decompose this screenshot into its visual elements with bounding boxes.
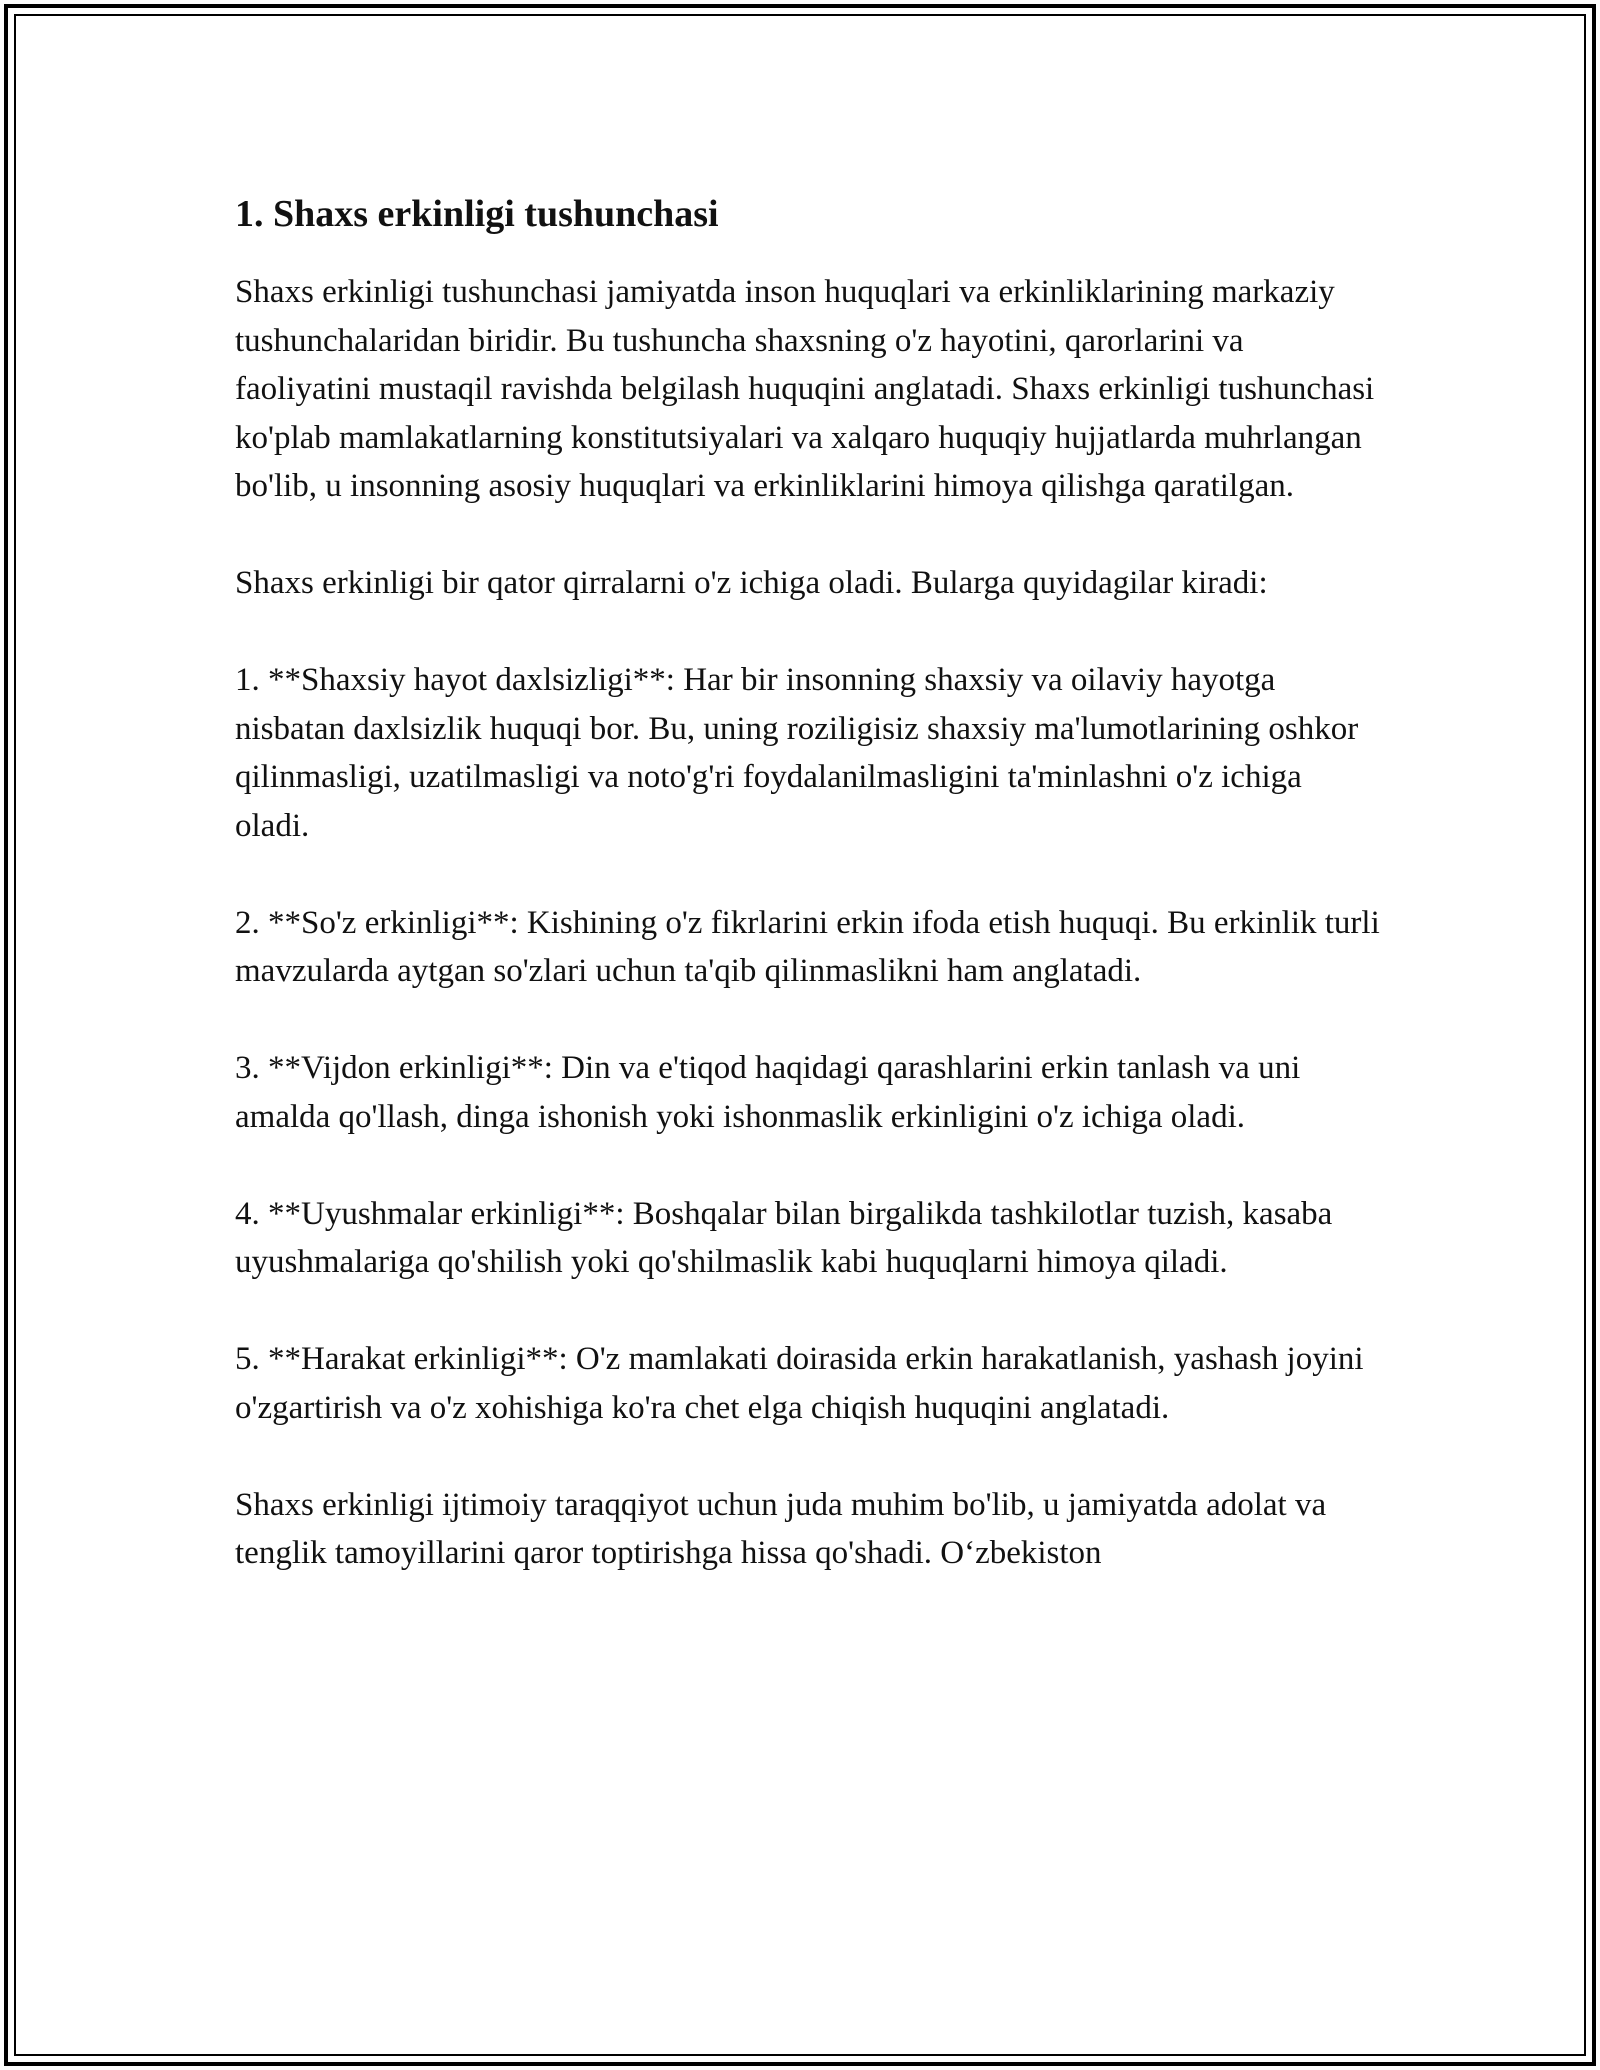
- closing-paragraph: Shaxs erkinligi ijtimoiy taraqqiyot uchun juda muhim bo'lib, u jamiyatda adolat va tenglik tamoyillarini qaror toptirishga hissa qo'shadi. O‘zbekiston: [235, 1486, 1327, 1571]
- list-item-speech: 2. **So'z erkinligi**: Kishining o'z fikrlarini erkin ifoda etish huquqi. Bu erkinlik turli mavzularda aytgan so'zlari uchun ta'qib qilinmaslikni ham anglatadi.: [235, 904, 1380, 989]
- section-heading: 1. Shaxs erkinligi tushunchasi: [235, 193, 719, 235]
- list-item-association: 4. **Uyushmalar erkinligi**: Boshqalar bilan birgalikda tashkilotlar tuzish, kasaba uyushmalariga qo'shilish yoki qo'shilmaslik kabi huquqlarni himoya qiladi.: [235, 1195, 1333, 1280]
- list-item-conscience: 3. **Vijdon erkinligi**: Din va e'tiqod haqidagi qarashlarini erkin tanlash va uni amalda qo'llash, dinga ishonish yoki ishonmaslik erkinligini o'z ichiga oladi.: [235, 1050, 1301, 1135]
- list-item-privacy: 1. **Shaxsiy hayot daxlsizligi**: Har bir insonning shaxsiy va oilaviy hayotga nisbatan daxlsizlik huquqi bor. Bu, uning roziligisiz shaxsiy ma'lumotlarining oshkor qilinmasligi, uzatilmasligi va noto'g'ri foydalanilmasligini ta'minlashni o'z ichiga oladi.: [235, 662, 1359, 844]
- list-item-movement: 5. **Harakat erkinligi**: O'z mamlakati doirasida erkin harakatlanish, yashash joyini o'zgartirish va o'z xohishiga ko'ra chet elga chiqish huquqini anglatadi.: [235, 1341, 1364, 1426]
- intro-paragraph: Shaxs erkinligi tushunchasi jamiyatda inson huquqlari va erkinliklarining markaziy tushunchalaridan biridir. Bu tushuncha shaxsning o'z hayotini, qarorlarini va faoliyatini mustaqil ravishda belgilash huquqini anglatadi. Shaxs erkinligi tushunchasi ko'plab mamlakatlarning konstitutsiyalari va xalqaro huquqiy hujjatlarda muhrlangan bo'lib, u insonning asosiy huquqlari va erkinliklarini himoya qilishga qaratilgan.: [235, 274, 1375, 504]
- document-body: [235, 190, 1380, 1626]
- facets-intro-paragraph: Shaxs erkinligi bir qator qirralarni o'z ichiga oladi. Bularga quyidagilar kiradi:: [235, 565, 1268, 601]
